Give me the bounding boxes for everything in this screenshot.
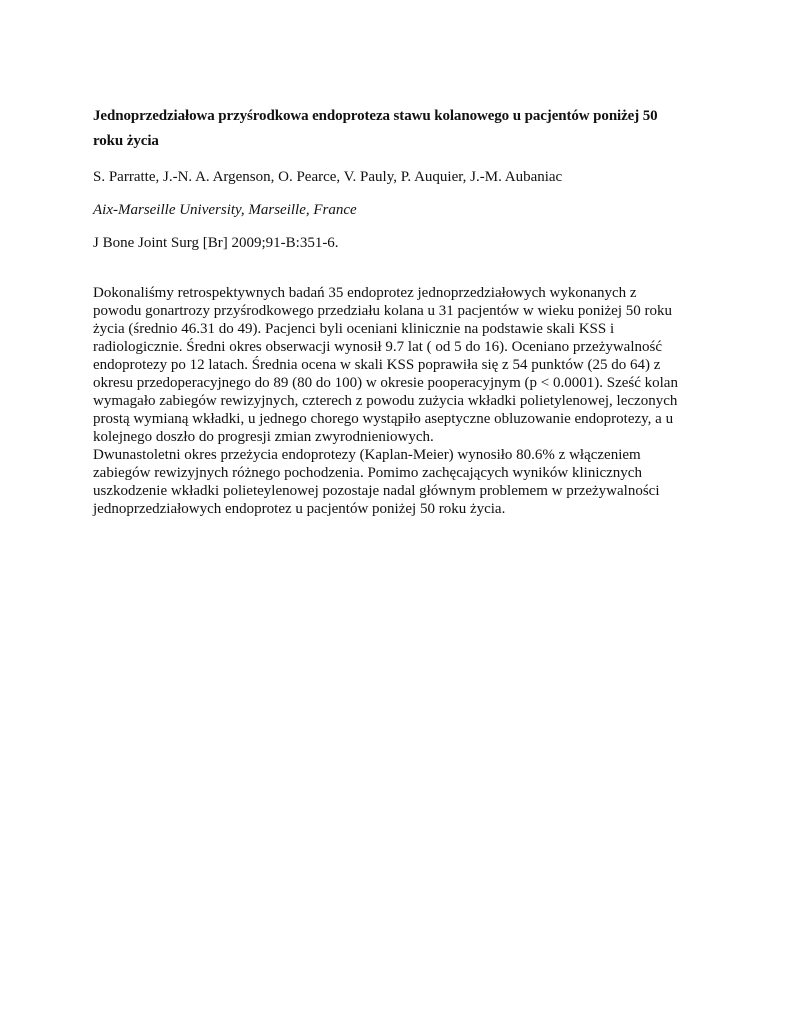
abstract: [93, 284, 713, 518]
abstract-line: kolejnego doszło do progresji zmian zwyrodnieniowych.: [93, 429, 434, 445]
abstract-line: radiologicznie. Średni okres obserwacji wynosił 9.7 lat ( od 5 do 16). Oceniano przeżywalność: [93, 339, 663, 355]
abstract-line: okresu przedoperacyjnego do 89 (80 do 100) w okresie pooperacyjnym (p < 0.0001). Sześć kolan: [93, 375, 678, 391]
abstract-line: Dokonaliśmy retrospektywnych badań 35 endoprotez jednoprzedziałowych wykonanych z: [93, 285, 637, 301]
abstract-paragraph-1: [93, 284, 713, 446]
citation: J Bone Joint Surg [Br] 2009;91-B:351-6.: [93, 235, 339, 251]
authors: S. Parratte, J.-N. A. Argenson, O. Pearce, V. Pauly, P. Auquier, J.-M. Aubaniac: [93, 169, 563, 185]
abstract-line: Dwunastoletni okres przeżycia endoprotezy (Kaplan-Meier) wynosiło 80.6% z włączeniem: [93, 447, 641, 463]
abstract-line: prostą wymianą wkładki, u jednego chorego wystąpiło aseptyczne obluzowanie endoprotezy, a u: [93, 411, 674, 427]
abstract-line: wymagało zabiegów rewizyjnych, czterech z powodu zużycia wkładki polietylenowej, leczonych: [93, 393, 678, 409]
title-line: Jednoprzedziałowa przyśrodkowa endoproteza stawu kolanowego u pacjentów poniżej 50: [93, 108, 658, 124]
title-line: roku życia: [93, 133, 159, 149]
abstract-line: życia (średnio 46.31 do 49). Pacjenci byli oceniani klinicznie na podstawie skali KSS i: [93, 321, 615, 337]
affiliation: Aix-Marseille University, Marseille, France: [93, 202, 357, 218]
abstract-paragraph-2: [93, 446, 713, 518]
abstract-line: endoprotezy po 12 latach. Średnia ocena w skali KSS poprawiła się z 54 punktów (25 do 64) z: [93, 357, 661, 373]
document-page: [93, 104, 713, 518]
abstract-line: powodu gonartrozy przyśrodkowego przedziału kolana u 31 pacjentów w wieku poniżej 50 roku: [93, 303, 673, 319]
article-title: [93, 104, 713, 154]
abstract-line: zabiegów rewizyjnych różnego pochodzenia. Pomimo zachęcających wyników klinicznych: [93, 465, 642, 481]
abstract-line: jednoprzedziałowych endoprotez u pacjentów poniżej 50 roku życia.: [93, 501, 506, 517]
abstract-line: uszkodzenie wkładki polieteylenowej pozostaje nadal głównym problemem w przeżywalności: [93, 483, 660, 499]
